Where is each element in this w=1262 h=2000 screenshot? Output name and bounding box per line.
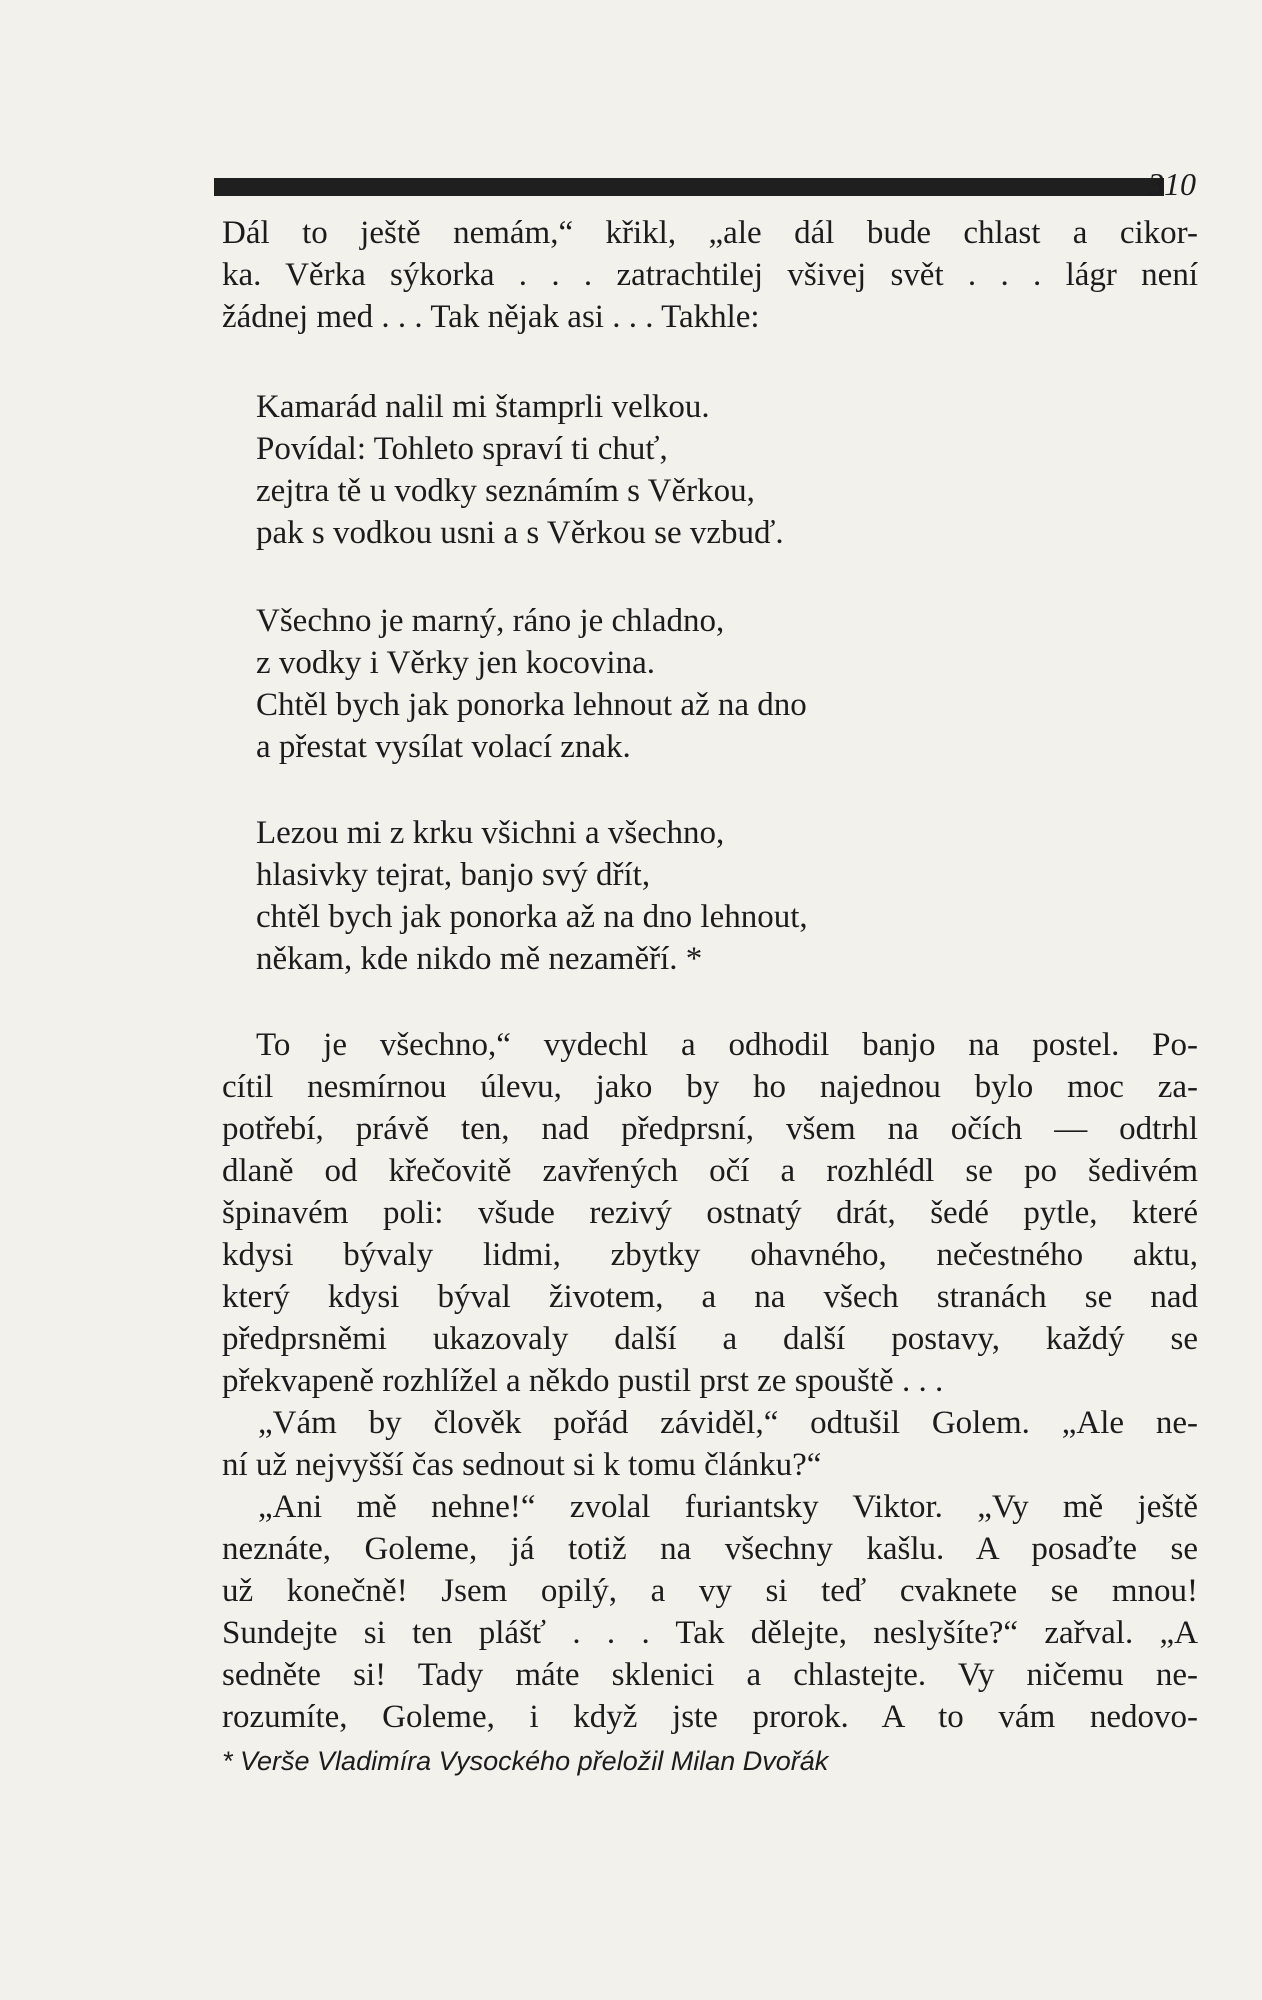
verse-line: z vodky i Věrky jen kocovina. bbox=[256, 645, 655, 681]
verse-line: Lezou mi z krku všichni a všechno, bbox=[256, 815, 725, 851]
text-line: potřebí, právě ten, nad předprsní, všem na očích — odtrhl bbox=[222, 1111, 1198, 1147]
verse-line: Kamarád nalil mi štamprli velkou. bbox=[256, 389, 710, 425]
verse-line: pak s vodkou usni a s Věrkou se vzbuď. bbox=[256, 515, 784, 551]
verse-line: chtěl bych jak ponorka až na dno lehnout, bbox=[256, 899, 808, 935]
footnote: * Verše Vladimíra Vysockého přeložil Milan Dvořák bbox=[222, 1746, 829, 1776]
text-line: cítil nesmírnou úlevu, jako by ho najednou bylo moc za- bbox=[222, 1069, 1198, 1105]
verse-stanza-3 bbox=[256, 812, 1156, 980]
text-line: ní už nejvyšší čas sednout si k tomu článku?“ bbox=[222, 1447, 822, 1483]
text-line: dlaně od křečovitě zavřených očí a rozhlédl se po šedivém bbox=[222, 1153, 1198, 1189]
text-line: žádnej med . . . Tak nějak asi . . . Takhle: bbox=[222, 299, 760, 335]
verse-stanza-2 bbox=[256, 600, 1156, 768]
verse-line: Chtěl bych jak ponorka lehnout až na dno bbox=[256, 687, 807, 723]
intro-paragraph bbox=[222, 212, 1198, 338]
text-line: „Ani mě nehne!“ zvolal furiantsky Viktor. „Vy mě ještě bbox=[258, 1489, 1198, 1525]
text-line: překvapeně rozhlížel a někdo pustil prst ze spouště . . . bbox=[222, 1363, 944, 1399]
text-line: rozumíte, Goleme, i když jste prorok. A to vám nedovo- bbox=[222, 1699, 1198, 1735]
verse-line: zejtra tě u vodky seznámím s Věrkou, bbox=[256, 473, 755, 509]
verse-line: a přestat vysílat volací znak. bbox=[256, 729, 631, 765]
text-line: špinavém poli: všude rezivý ostnatý drát, šedé pytle, které bbox=[222, 1195, 1198, 1231]
text-line: sedněte si! Tady máte sklenici a chlastejte. Vy ničemu ne- bbox=[222, 1657, 1198, 1693]
verse-line: hlasivky tejrat, banjo svý dřít, bbox=[256, 857, 651, 893]
body-text bbox=[222, 1066, 1198, 1738]
verse-line: Povídal: Tohleto spraví ti chuť, bbox=[256, 431, 668, 467]
text-line: Sundejte si ten plášť . . . Tak dělejte, neslyšíte?“ zařval. „A bbox=[222, 1615, 1198, 1651]
text-line: už konečně! Jsem opilý, a vy si teď cvaknete se mnou! bbox=[222, 1573, 1198, 1609]
text-line: který kdysi býval životem, a na všech stranách se nad bbox=[222, 1279, 1198, 1315]
verse-outro bbox=[256, 1024, 1198, 1066]
text-line: neznáte, Goleme, já totiž na všechny kašlu. A posaďte se bbox=[222, 1531, 1198, 1567]
text-line: ka. Věrka sýkorka . . . zatrachtilej všivej svět . . . lágr není bbox=[222, 257, 1198, 293]
text-line: předprsněmi ukazovaly další a další postavy, každý se bbox=[222, 1321, 1198, 1357]
page-header bbox=[214, 166, 1196, 206]
page-number: 310 bbox=[1148, 166, 1196, 202]
text-line: To je všechno,“ vydechl a odhodil banjo na postel. Po- bbox=[256, 1027, 1198, 1063]
text-line: Dál to ještě nemám,“ křikl, „ale dál bude chlast a cikor- bbox=[222, 215, 1198, 251]
text-line: kdysi bývaly lidmi, zbytky ohavného, nečestného aktu, bbox=[222, 1237, 1198, 1273]
verse-line: někam, kde nikdo mě nezaměří. * bbox=[256, 941, 703, 977]
text-line: „Vám by člověk pořád záviděl,“ odtušil Golem. „Ale ne- bbox=[258, 1405, 1198, 1441]
header-rule bbox=[214, 178, 1164, 196]
verse-stanza-1 bbox=[256, 386, 1156, 554]
verse-line: Všechno je marný, ráno je chladno, bbox=[256, 603, 725, 639]
